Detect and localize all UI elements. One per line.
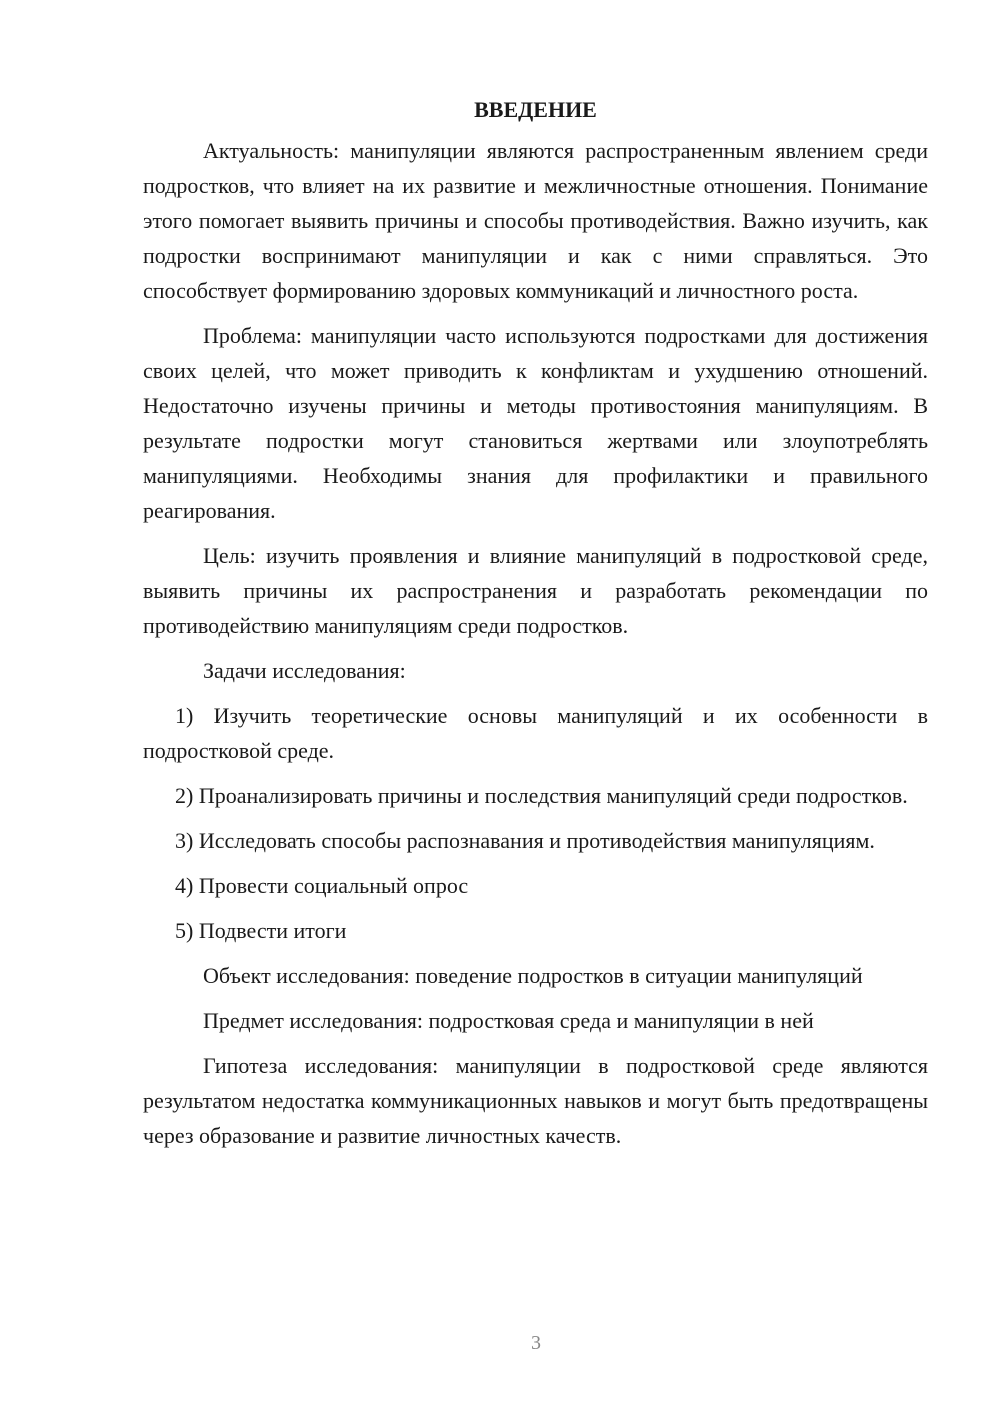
tasks-heading: Задачи исследования:	[203, 658, 406, 683]
document-body	[143, 92, 928, 1163]
subject-paragraph: Предмет исследования: подростковая среда и манипуляции в ней	[203, 1008, 814, 1033]
task-item: 3) Исследовать способы распознавания и противодействия манипуляциям.	[175, 828, 875, 853]
task-item: 2) Проанализировать причины и последствия манипуляций среди подростков.	[175, 783, 908, 808]
problem-paragraph: Проблема: манипуляции часто используются подростками для достижения своих целей, что может приводить к конфликтам и ухудшению отношений. Недостаточно изучены причины и методы противостояния манипуляциям. В результате подростки могут становиться жертвами или злоупотреблять манипуляциями. Необходимы знания для профилактики и правильного реагирования.	[143, 323, 928, 523]
task-item: 5) Подвести итоги	[175, 918, 347, 943]
task-item: 4) Провести социальный опрос	[175, 873, 469, 898]
object-paragraph: Объект исследования: поведение подростков в ситуации манипуляций	[203, 963, 863, 988]
task-item: 1) Изучить теоретические основы манипуляций и их особенности в подростковой среде.	[143, 703, 928, 763]
hypothesis-paragraph: Гипотеза исследования: манипуляции в подростковой среде являются результатом недостатка коммуникационных навыков и могут быть предотвращены через образование и развитие личностных качеств.	[143, 1053, 928, 1148]
section-heading: ВВЕДЕНИЕ	[474, 97, 597, 122]
relevance-paragraph: Актуальность: манипуляции являются распространенным явлением среди подростков, что влияет на их развитие и межличностные отношения. Понимание этого помогает выявить причины и способы противодействия. Важно изучить, как подростки воспринимают манипуляции и как с ними справляться. Это способствует формированию здоровых коммуникаций и личностного роста.	[143, 138, 928, 303]
goal-paragraph: Цель: изучить проявления и влияние манипуляций в подростковой среде, выявить причины их распространения и разработать рекомендации по противодействию манипуляциям среди подростков.	[143, 543, 928, 638]
page-number: 3	[531, 1332, 541, 1354]
